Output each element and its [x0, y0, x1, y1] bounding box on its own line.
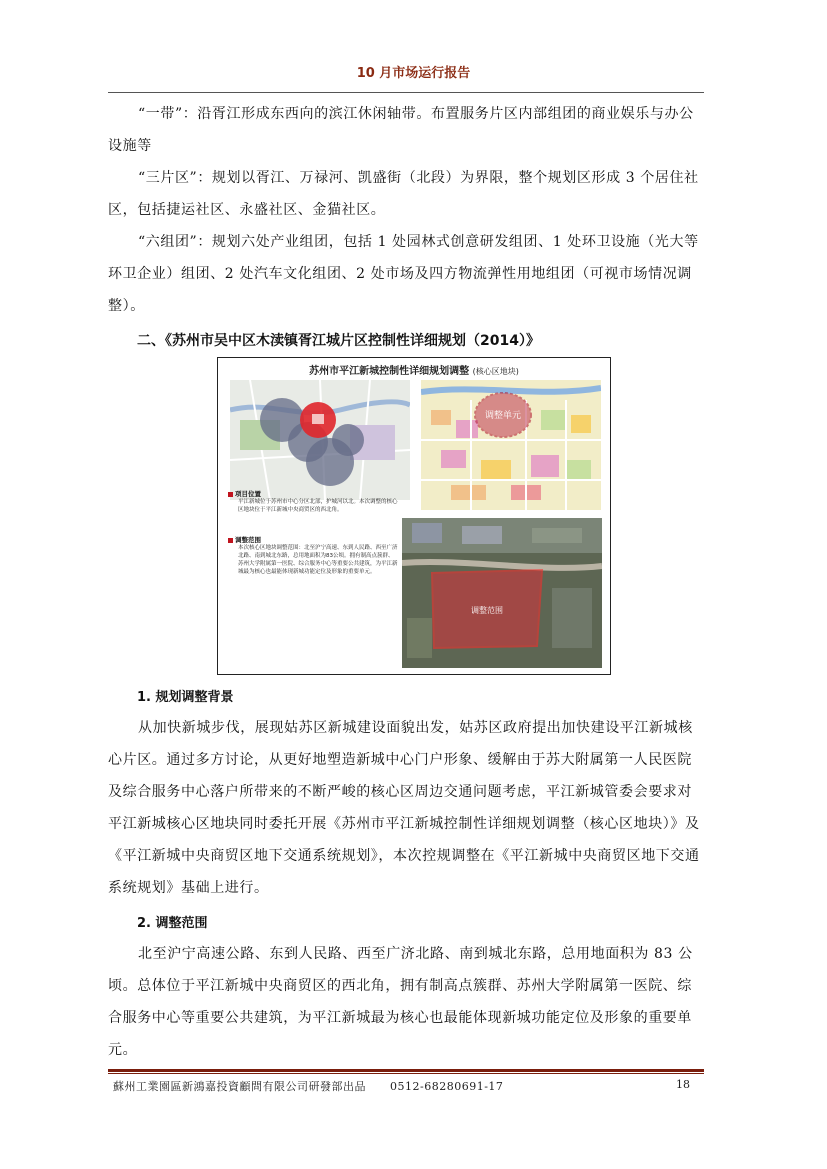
paragraph-three-zones: “三片区”：规划以胥江、万禄河、凯盛街（北段）为界限，整个规划区形成 3 个居住社区，包括捷运社区、永盛社区、金猫社区。: [108, 170, 699, 218]
subsection-1-title: 1. 规划调整背景: [137, 690, 234, 705]
satellite-map-label: 调整范围: [471, 606, 503, 615]
paragraph-six-groups: “六组团”：规划六处产业组团，包括 1 处园林式创意研发组团、1 处环卫设施（光大等环卫企业）组团、2 处汽车文化组团、2 处市场及四方物流弹性用地组团（可视市场情况调整）。: [108, 234, 699, 314]
planning-figure: [217, 357, 611, 675]
footer-company: [113, 1078, 503, 1094]
location-map: [230, 380, 410, 500]
page-number: 18: [676, 1078, 690, 1091]
footer-rule-thin: [108, 1073, 704, 1074]
subsection-2-title: 2. 调整范围: [137, 916, 208, 931]
note-location-heading: 项目位置: [228, 490, 398, 498]
figure-title-sub: (核心区地块): [472, 367, 519, 376]
note-scope-text: 本次核心区地块调整范围：北至沪宁高速、东到人民路、西至广济北路、南到城北东路，总用地面积为83公顷。拥有制高点簇群、苏州大学附属第一医院、综合服务中心等重要公共建筑，为平江新城最为核心也最能体现新城功能定位及形象的重要单元。: [238, 545, 398, 575]
subsection-2-text: 北至沪宁高速公路、东到人民路、西至广济北路、南到城北东路，总用地面积为 83 公顷。总体位于平江新城中央商贸区的西北角，拥有制高点簇群、苏州大学附属第一医院、综合服务中心等重要公共建筑，为平江新城最为核心也最能体现新城功能定位及形象的重要单元。: [108, 946, 693, 1058]
paragraph-one-belt: “一带”：沿胥江形成东西向的滨江休闲轴带。布置服务片区内部组团的商业娱乐与办公设施等: [108, 106, 694, 154]
figure-note-location: [228, 490, 398, 514]
figure-note-scope: [228, 536, 398, 576]
note-scope-heading: 调整范围: [228, 536, 398, 544]
subsection-1-text: 从加快新城步伐，展现姑苏区新城建设面貌出发，姑苏区政府提出加快建设平江新城核心片区。通过多方讨论，从更好地塑造新城中心门户形象、缓解由于苏大附属第一人民医院及综合服务中心落户所带来的不断严峻的核心区周边交通问题考虑，平江新城管委会要求对平江新城核心区地块同时委托开展《苏州市平江新城控制性详细规划调整（核心区地块）》及《平江新城中央商贸区地下交通系统规划》，本次控规调整在《平江新城中央商贸区地下交通系统规划》基础上进行。: [108, 720, 700, 896]
satellite-map: [402, 518, 602, 668]
footer-rule-thick: [108, 1069, 704, 1072]
footer-phone: 0512-68280691-17: [390, 1080, 504, 1093]
report-header-title: 10 月市场运行报告: [356, 66, 471, 81]
zoning-map: [421, 380, 601, 510]
header-divider: [108, 92, 704, 93]
section-2-title: 二、《苏州市吴中区木渎镇胥江城片区控制性详细规划（2014）》: [137, 333, 540, 349]
note-location-text: 平江新城位于苏州市中心分区北部，护城河以北。本次调整的核心区地块位于平江新城中央商贸区的西北角。: [238, 499, 398, 513]
figure-title: [218, 362, 610, 377]
footer-company-name: 蘇州工業園區新鴻嘉投資顧問有限公司研發部出品: [113, 1080, 366, 1093]
figure-title-main: 苏州市平江新城控制性详细规划调整: [309, 366, 470, 377]
zoning-map-label: 调整单元: [484, 411, 522, 421]
